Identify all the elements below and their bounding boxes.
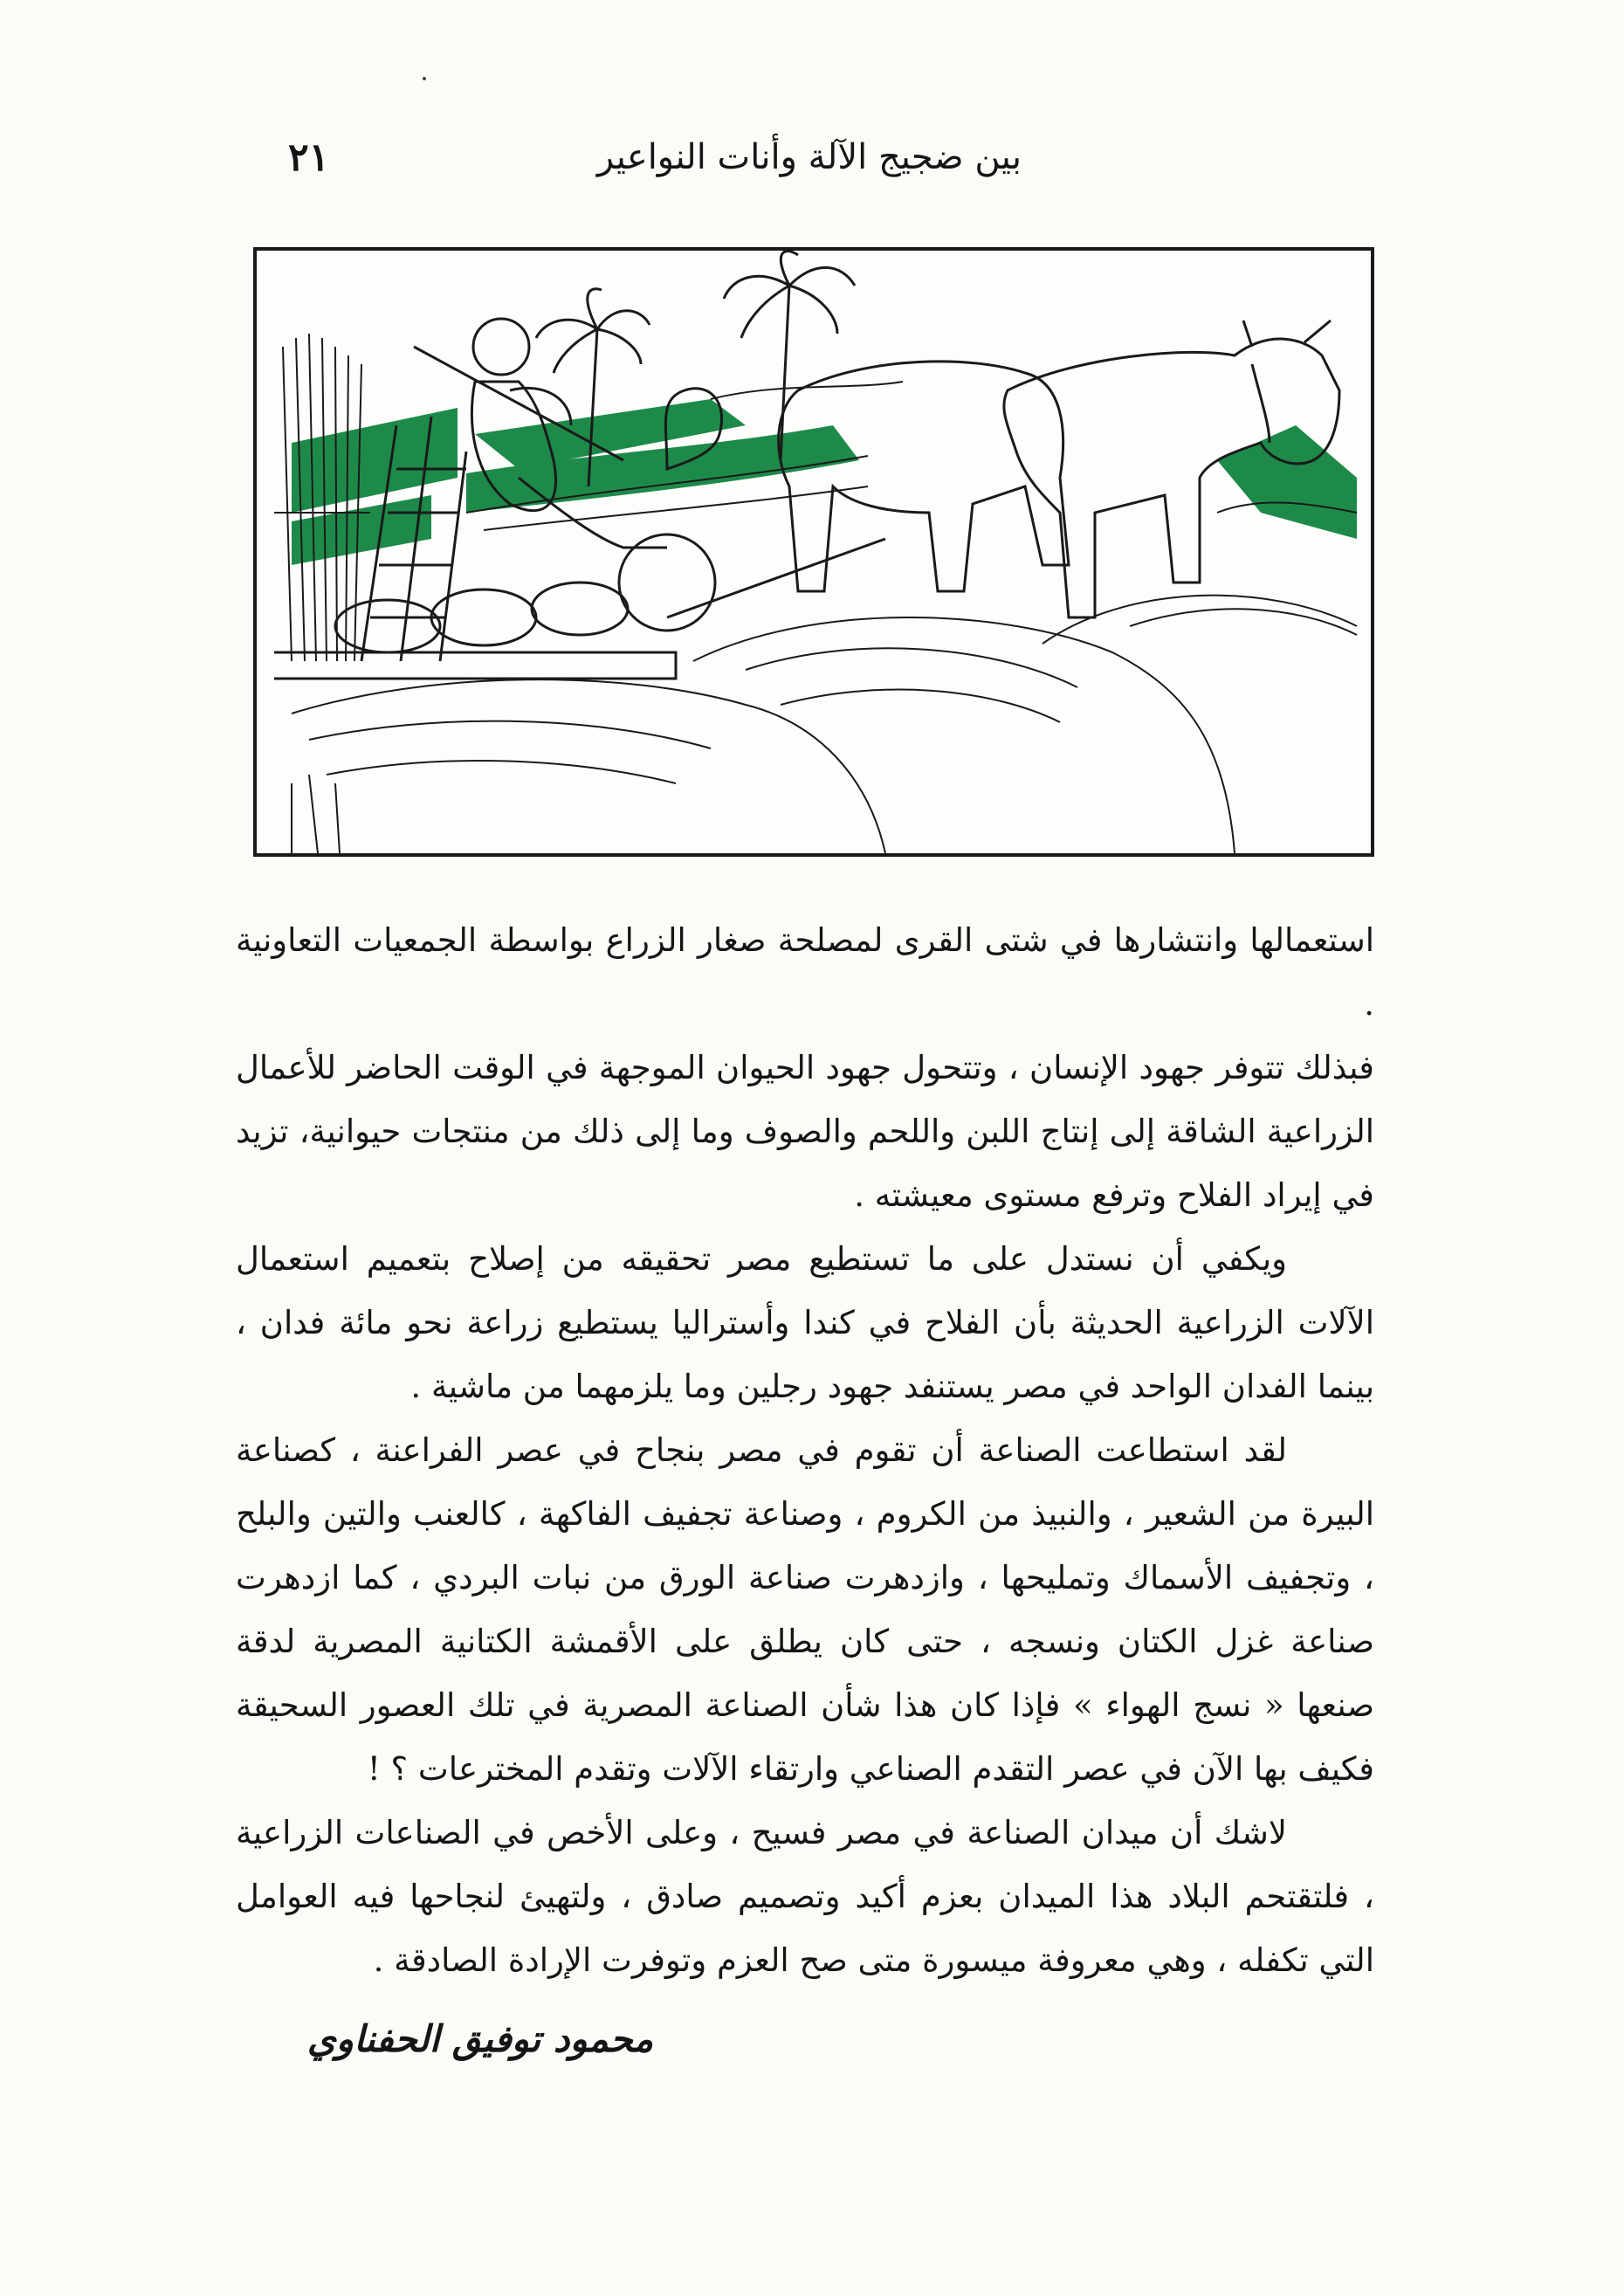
author-signature: محمود توفيق الحفناوي [306,2017,654,2060]
illustration-svg [257,251,1371,853]
paragraph-2: فبذلك تتوفر جهود الإنسان ، وتتحول جهود الحيوان الموجهة في الوقت الحاضر للأعمال الزراعية الشاقة إلى إنتاج اللبن واللحم والصوف وما إلى ذلك من منتجات حيوانية، تزيد في إيراد الفلاح وترفع مستوى معيشته . [236,1049,1374,1214]
paragraph-4: لقد استطاعت الصناعة أن تقوم في مصر بنجاح في عصر الفراعنة ، كصناعة البيرة من الشعير ، والنبيذ من الكروم ، وصناعة تجفيف الفاكهة ، كالعنب والتين والبلح ، وتجفيف الأسماك وتمليحها ، وازدهرت صناعة الورق من نبات البردي ، كما ازدهرت صناعة غزل الكتان ونسجه ، حتى كان يطلق على الأقمشة الكتانية المصرية لدقة صنعها « نسج الهواء » فإذا كان هذا شأن الصناعة المصرية في تلك العصور السحيقة فكيف بها الآن في عصر التقدم الصناعي وارتقاء الآلات وتقدم المخترعات ؟ ! [236,1431,1374,1788]
grain-mounds [292,596,1357,853]
page-number: ٢١ [288,134,330,180]
article-body [236,908,1374,1992]
page-header [288,122,1022,192]
running-title: بين ضجيج الآلة وأنات النواعير [596,137,1022,177]
speck-mark [423,77,426,80]
green-fields [292,399,1357,565]
paragraph-5: لاشك أن ميدان الصناعة في مصر فسيح ، وعلى الأخص في الصناعات الزراعية ، فلتقتحم البلاد هذا الميدان بعزم أكيد وتصميم صادق ، ولتهيئ لنجاحها فيه العوامل التي تكفله ، وهي معروفة ميسورة متى صح العزم وتوفرت الإرادة الصادقة . [236,1814,1374,1979]
paragraph-1: استعمالها وانتشارها في شتى القرى لمصلحة صغار الزراع بواسطة الجمعيات التعاونية . [236,921,1374,1023]
illustration-ox-plow [253,247,1374,857]
paragraph-3: ويكفي أن نستدل على ما تستطيع مصر تحقيقه من إصلاح بتعميم استعمال الآلات الزراعية الحديثة بأن الفلاح في كندا وأستراليا يستطيع زراعة نحو مائة فدان ، بينما الفدان الواحد في مصر يستنفد جهود رجلين وما يلزمهما من ماشية . [236,1240,1374,1405]
